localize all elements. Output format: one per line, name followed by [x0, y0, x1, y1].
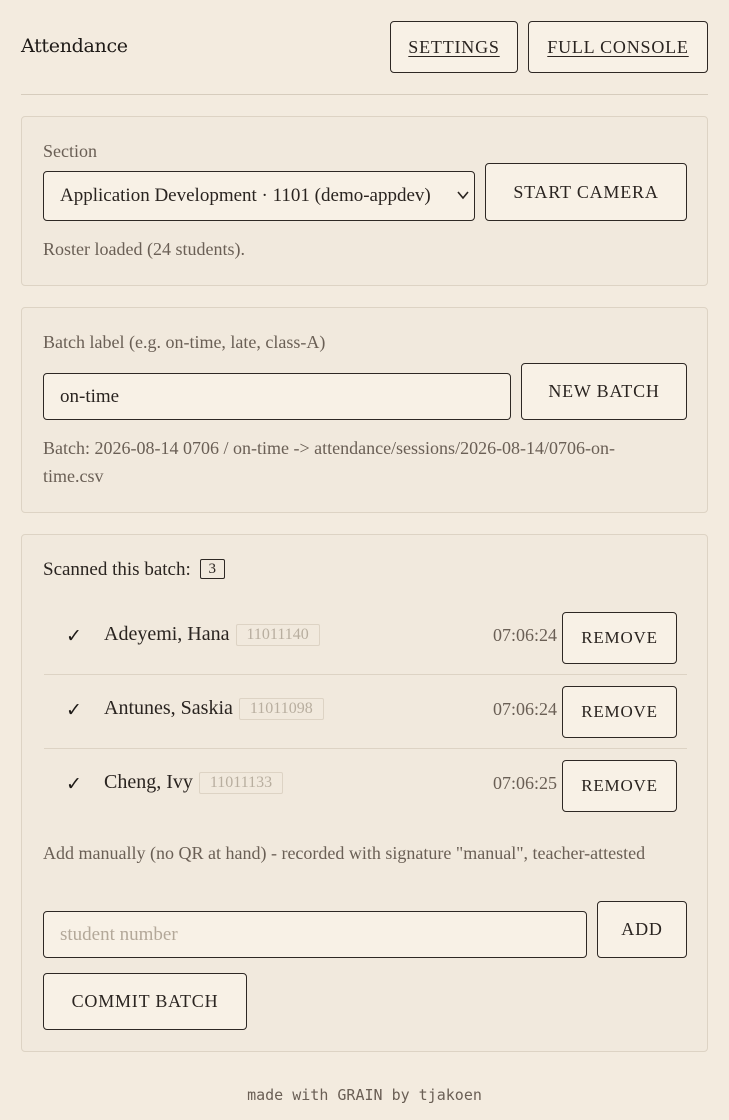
student-number-badge: 11011140: [236, 624, 320, 646]
section-select-value: Application Development · 1101 (demo-appdev): [60, 185, 431, 206]
scan-time: 07:06:24: [492, 699, 557, 719]
roster-status: Roster loaded (24 students).: [43, 239, 245, 259]
batch-card: [21, 307, 708, 513]
list-item: [44, 675, 687, 749]
scanned-count-badge: 3: [200, 559, 226, 579]
remove-button[interactable]: REMOVE: [562, 612, 677, 664]
start-camera-button[interactable]: START CAMERA: [485, 163, 687, 221]
check-icon: ✓: [66, 625, 82, 647]
batch-label-caption: Batch label (e.g. on-time, late, class-A): [43, 332, 326, 352]
new-batch-button[interactable]: NEW BATCH: [521, 363, 687, 420]
student-number-badge: 11011133: [199, 772, 283, 794]
student-name: Adeyemi, Hana: [104, 623, 230, 645]
list-item: [44, 749, 687, 823]
add-button[interactable]: ADD: [597, 901, 687, 958]
check-icon: ✓: [66, 773, 82, 795]
remove-button[interactable]: REMOVE: [562, 686, 677, 738]
scan-time: 07:06:24: [492, 625, 557, 645]
section-label: Section: [43, 141, 97, 161]
batch-status: Batch: 2026-08-14 0706 / on-time -> attendance/sessions/2026-08-14/0706-on-time.csv: [43, 438, 616, 486]
batch-label-input[interactable]: on-time: [43, 373, 511, 420]
footer: made with GRAIN by tjakoen: [247, 1086, 482, 1104]
scan-card: [21, 534, 708, 1052]
remove-button[interactable]: REMOVE: [562, 760, 677, 812]
scan-time: 07:06:25: [492, 773, 557, 793]
header: [21, 21, 708, 73]
section-card: [21, 116, 708, 286]
student-name: Antunes, Saskia: [104, 697, 233, 719]
check-icon: ✓: [66, 699, 82, 721]
section-select[interactable]: [43, 171, 475, 221]
commit-batch-button[interactable]: COMMIT BATCH: [43, 973, 247, 1030]
list-item: [44, 601, 687, 675]
app-title: Attendance: [21, 35, 128, 57]
student-number-badge: 11011098: [239, 698, 324, 720]
chevron-down-icon: [456, 188, 470, 202]
manual-add-caption: Add manually (no QR at hand) - recorded with signature "manual", teacher-attested: [43, 843, 646, 863]
scanned-label: Scanned this batch:: [43, 559, 191, 580]
scanned-count-line: [43, 559, 225, 581]
settings-button[interactable]: SETTINGS: [390, 21, 518, 73]
full-console-button[interactable]: FULL CONSOLE: [528, 21, 708, 73]
header-divider: [21, 94, 708, 95]
student-number-input[interactable]: student number: [43, 911, 587, 958]
student-name: Cheng, Ivy: [104, 771, 193, 793]
